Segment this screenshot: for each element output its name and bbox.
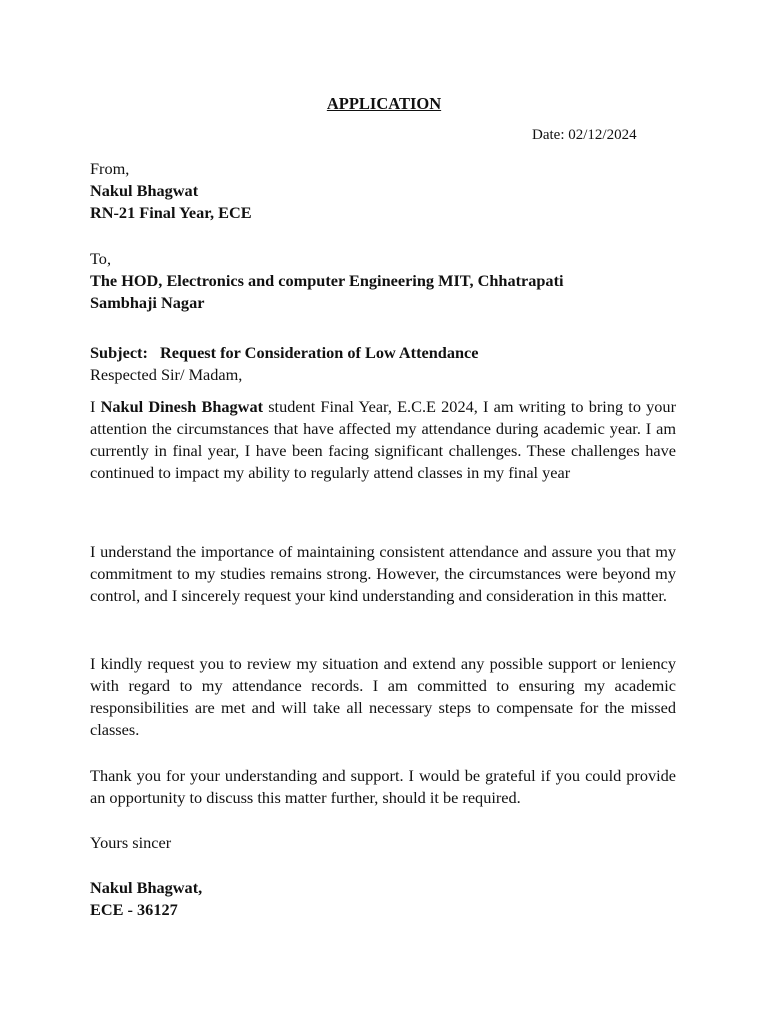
subject-line [90, 342, 676, 364]
sender-name: Nakul Bhagwat [90, 181, 199, 200]
recipient-line-2: Sambhaji Nagar [90, 293, 205, 312]
paragraph-1-prefix: I [90, 397, 101, 416]
body-paragraph-1 [90, 396, 676, 484]
student-full-name: Nakul Dinesh Bhagwat [100, 397, 264, 416]
body-paragraph-3: I kindly request you to review my situation and extend any possible support or leniency with regard to my attendance records. I am committed to ensuring my academic responsibilities are met and will take all necessary steps to compensate for the missed classes. [90, 654, 676, 739]
recipient-block [90, 248, 676, 314]
paragraph-1-body: student Final Year, E.C.E 2024, I am writing to bring to your attention the circumstances that have affected my attendance during academic year. I am currently in final year, I have been facing significant challenges. These challenges have continued to impact my ability to regularly attend classes in my final year [90, 397, 676, 482]
letter-date: Date: 02/12/2024 [532, 127, 637, 143]
to-label: To, [90, 249, 112, 268]
from-label: From, [90, 159, 130, 178]
recipient-line-1: The HOD, Electronics and computer Engineering MIT, Chhatrapati [90, 271, 564, 290]
subject-text: Request for Consideration of Low Attendance [159, 343, 479, 362]
signature-name: Nakul Bhagwat, [90, 878, 203, 897]
closing-line: Yours sincer [90, 833, 172, 852]
signature-id: ECE - 36127 [90, 900, 178, 919]
body-paragraph-2: I understand the importance of maintaining consistent attendance and assure you that my commitment to my studies remains strong. However, the circumstances were beyond my control, and I sincerely request your kind understanding and consideration in this matter. [90, 542, 676, 605]
signature-block [90, 877, 676, 921]
sender-block [90, 158, 676, 224]
sender-detail: RN-21 Final Year, ECE [90, 203, 252, 222]
document-title: APPLICATION [326, 94, 442, 113]
body-paragraph-4: Thank you for your understanding and support. I would be grateful if you could provide an opportunity to discuss this matter further, should it be required. [90, 766, 676, 807]
salutation: Respected Sir/ Madam, [90, 365, 243, 384]
subject-block [90, 342, 676, 386]
subject-label: Subject: [90, 343, 148, 362]
